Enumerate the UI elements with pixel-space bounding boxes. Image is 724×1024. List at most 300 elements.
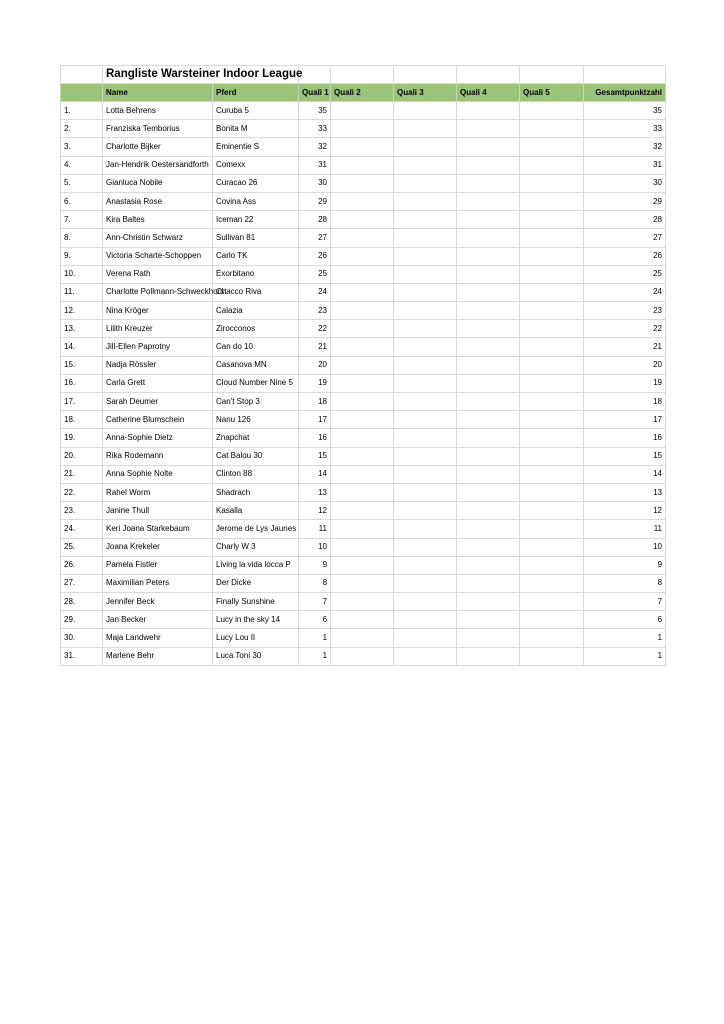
quali-4-score-cell <box>457 302 520 320</box>
horse-name-cell: Carlo TK <box>213 247 299 265</box>
horse-name-cell: Jerome de Lys Jaunes <box>213 520 299 538</box>
rank-cell: 25. <box>61 538 103 556</box>
rider-name-cell: Anna-Sophie Dietz <box>103 429 213 447</box>
header-quali-5: Quali 5 <box>520 84 584 102</box>
table-row <box>61 574 666 592</box>
quali-5-score-cell <box>520 502 584 520</box>
rank-cell: 3. <box>61 138 103 156</box>
horse-name-cell: Bonita M <box>213 120 299 138</box>
rider-name-cell: Anna Sophie Nolte <box>103 465 213 483</box>
rider-name-cell: Pamela Fistler <box>103 556 213 574</box>
table-row <box>61 174 666 192</box>
total-score-cell: 13 <box>584 483 666 501</box>
empty-cell <box>394 66 457 84</box>
rank-cell: 5. <box>61 174 103 192</box>
quali-2-score-cell <box>331 520 394 538</box>
quali-2-score-cell <box>331 611 394 629</box>
table-row <box>61 556 666 574</box>
total-score-cell: 10 <box>584 538 666 556</box>
rank-cell: 8. <box>61 229 103 247</box>
quali-5-score-cell <box>520 520 584 538</box>
title-row <box>61 66 666 84</box>
total-score-cell: 11 <box>584 520 666 538</box>
rider-name-cell: Janine Thull <box>103 502 213 520</box>
quali-5-score-cell <box>520 138 584 156</box>
quali-2-score-cell <box>331 411 394 429</box>
table-row <box>61 211 666 229</box>
table-row <box>61 356 666 374</box>
total-score-cell: 31 <box>584 156 666 174</box>
table-row <box>61 393 666 411</box>
horse-name-cell: Cat Balou 30 <box>213 447 299 465</box>
quali-4-score-cell <box>457 174 520 192</box>
quali-2-score-cell <box>331 502 394 520</box>
empty-cell <box>299 66 331 84</box>
quali-4-score-cell <box>457 502 520 520</box>
total-score-cell: 17 <box>584 411 666 429</box>
table-row <box>61 411 666 429</box>
quali-2-score-cell <box>331 483 394 501</box>
quali-1-score-cell: 1 <box>299 647 331 665</box>
rank-cell: 10. <box>61 265 103 283</box>
quali-5-score-cell <box>520 574 584 592</box>
quali-4-score-cell <box>457 120 520 138</box>
total-score-cell: 23 <box>584 302 666 320</box>
horse-name-cell: Shadrach <box>213 483 299 501</box>
quali-1-score-cell: 14 <box>299 465 331 483</box>
quali-4-score-cell <box>457 393 520 411</box>
quali-1-score-cell: 16 <box>299 429 331 447</box>
quali-4-score-cell <box>457 538 520 556</box>
quali-4-score-cell <box>457 574 520 592</box>
horse-name-cell: Finally Sunshine <box>213 593 299 611</box>
horse-name-cell: Iceman 22 <box>213 211 299 229</box>
quali-4-score-cell <box>457 283 520 301</box>
quali-1-score-cell: 17 <box>299 411 331 429</box>
header-horse: Pferd <box>213 84 299 102</box>
quali-3-score-cell <box>394 211 457 229</box>
quali-5-score-cell <box>520 447 584 465</box>
quali-5-score-cell <box>520 156 584 174</box>
quali-5-score-cell <box>520 356 584 374</box>
quali-1-score-cell: 27 <box>299 229 331 247</box>
quali-1-score-cell: 11 <box>299 520 331 538</box>
quali-3-score-cell <box>394 120 457 138</box>
rank-cell: 15. <box>61 356 103 374</box>
header-total: Gesamtpunktzahl <box>584 84 666 102</box>
quali-3-score-cell <box>394 447 457 465</box>
empty-cell <box>520 66 584 84</box>
empty-cell <box>457 66 520 84</box>
horse-name-cell: Cloud Number Nine 5 <box>213 374 299 392</box>
rank-cell: 20. <box>61 447 103 465</box>
table-row <box>61 283 666 301</box>
rank-cell: 26. <box>61 556 103 574</box>
quali-4-score-cell <box>457 192 520 210</box>
rank-cell: 1. <box>61 102 103 120</box>
horse-name-cell: Lucy Lou II <box>213 629 299 647</box>
quali-2-score-cell <box>331 338 394 356</box>
table-row <box>61 629 666 647</box>
rider-name-cell: Marlene Behr <box>103 647 213 665</box>
quali-5-score-cell <box>520 247 584 265</box>
horse-name-cell: Lucy in the sky 14 <box>213 611 299 629</box>
quali-1-score-cell: 15 <box>299 447 331 465</box>
header-name: Name <box>103 84 213 102</box>
quali-3-score-cell <box>394 429 457 447</box>
quali-2-score-cell <box>331 465 394 483</box>
quali-4-score-cell <box>457 429 520 447</box>
quali-2-score-cell <box>331 429 394 447</box>
quali-4-score-cell <box>457 593 520 611</box>
quali-3-score-cell <box>394 102 457 120</box>
table-row <box>61 502 666 520</box>
quali-2-score-cell <box>331 156 394 174</box>
rank-cell: 13. <box>61 320 103 338</box>
total-score-cell: 16 <box>584 429 666 447</box>
quali-2-score-cell <box>331 192 394 210</box>
table-row <box>61 647 666 665</box>
rider-name-cell: Rahel Worm <box>103 483 213 501</box>
quali-3-score-cell <box>394 556 457 574</box>
total-score-cell: 15 <box>584 447 666 465</box>
quali-5-score-cell <box>520 374 584 392</box>
quali-4-score-cell <box>457 629 520 647</box>
quali-1-score-cell: 30 <box>299 174 331 192</box>
quali-2-score-cell <box>331 320 394 338</box>
rank-cell: 18. <box>61 411 103 429</box>
quali-4-score-cell <box>457 647 520 665</box>
quali-5-score-cell <box>520 647 584 665</box>
horse-name-cell: Curacao 26 <box>213 174 299 192</box>
quali-5-score-cell <box>520 538 584 556</box>
quali-3-score-cell <box>394 174 457 192</box>
quali-1-score-cell: 28 <box>299 211 331 229</box>
quali-1-score-cell: 6 <box>299 611 331 629</box>
total-score-cell: 35 <box>584 102 666 120</box>
total-score-cell: 33 <box>584 120 666 138</box>
total-score-cell: 28 <box>584 211 666 229</box>
table-row <box>61 229 666 247</box>
quali-2-score-cell <box>331 556 394 574</box>
quali-5-score-cell <box>520 229 584 247</box>
quali-3-score-cell <box>394 647 457 665</box>
quali-2-score-cell <box>331 393 394 411</box>
rank-cell: 9. <box>61 247 103 265</box>
quali-5-score-cell <box>520 611 584 629</box>
quali-3-score-cell <box>394 411 457 429</box>
horse-name-cell: Comexx <box>213 156 299 174</box>
quali-5-score-cell <box>520 429 584 447</box>
table-row <box>61 102 666 120</box>
rider-name-cell: Charlotte Bijker <box>103 138 213 156</box>
rider-name-cell: Rika Rodemann <box>103 447 213 465</box>
quali-3-score-cell <box>394 629 457 647</box>
rider-name-cell: Nadja Rössler <box>103 356 213 374</box>
horse-name-cell: Living la vida locca P <box>213 556 299 574</box>
quali-5-score-cell <box>520 302 584 320</box>
empty-cell <box>584 66 666 84</box>
header-quali-4: Quali 4 <box>457 84 520 102</box>
quali-2-score-cell <box>331 211 394 229</box>
quali-5-score-cell <box>520 192 584 210</box>
quali-5-score-cell <box>520 211 584 229</box>
total-score-cell: 18 <box>584 393 666 411</box>
total-score-cell: 9 <box>584 556 666 574</box>
quali-3-score-cell <box>394 502 457 520</box>
horse-name-cell: Clinton 88 <box>213 465 299 483</box>
quali-2-score-cell <box>331 120 394 138</box>
horse-name-cell: Nanu 126 <box>213 411 299 429</box>
rider-name-cell: Catherine Blumschein <box>103 411 213 429</box>
rider-name-cell: Sarah Deumer <box>103 393 213 411</box>
total-score-cell: 6 <box>584 611 666 629</box>
rank-cell: 19. <box>61 429 103 447</box>
total-score-cell: 24 <box>584 283 666 301</box>
table-row <box>61 247 666 265</box>
rider-name-cell: Franziska Temborius <box>103 120 213 138</box>
table-row <box>61 447 666 465</box>
quali-1-score-cell: 12 <box>299 502 331 520</box>
quali-5-score-cell <box>520 283 584 301</box>
quali-1-score-cell: 21 <box>299 338 331 356</box>
quali-3-score-cell <box>394 465 457 483</box>
quali-3-score-cell <box>394 247 457 265</box>
rider-name-cell: Gianluca Nobile <box>103 174 213 192</box>
rank-cell: 12. <box>61 302 103 320</box>
total-score-cell: 19 <box>584 374 666 392</box>
quali-1-score-cell: 19 <box>299 374 331 392</box>
quali-2-score-cell <box>331 229 394 247</box>
quali-1-score-cell: 23 <box>299 302 331 320</box>
total-score-cell: 26 <box>584 247 666 265</box>
rider-name-cell: Verena Rath <box>103 265 213 283</box>
horse-name-cell: Eminentie S <box>213 138 299 156</box>
quali-4-score-cell <box>457 229 520 247</box>
quali-4-score-cell <box>457 156 520 174</box>
quali-2-score-cell <box>331 647 394 665</box>
table-row <box>61 483 666 501</box>
rider-name-cell: Jennifer Beck <box>103 593 213 611</box>
rank-cell: 16. <box>61 374 103 392</box>
rider-name-cell: Keri Joana Starkebaum <box>103 520 213 538</box>
quali-4-score-cell <box>457 138 520 156</box>
rider-name-cell: Joana Krekeler <box>103 538 213 556</box>
table-row <box>61 156 666 174</box>
rank-cell: 30. <box>61 629 103 647</box>
header-quali-3: Quali 3 <box>394 84 457 102</box>
quali-1-score-cell: 35 <box>299 102 331 120</box>
total-score-cell: 21 <box>584 338 666 356</box>
quali-4-score-cell <box>457 447 520 465</box>
table-row <box>61 538 666 556</box>
quali-2-score-cell <box>331 265 394 283</box>
empty-cell <box>331 66 394 84</box>
rider-name-cell: Nina Kröger <box>103 302 213 320</box>
quali-3-score-cell <box>394 483 457 501</box>
quali-1-score-cell: 29 <box>299 192 331 210</box>
table-row <box>61 338 666 356</box>
quali-2-score-cell <box>331 538 394 556</box>
quali-4-score-cell <box>457 320 520 338</box>
quali-2-score-cell <box>331 102 394 120</box>
rider-name-cell: Lilith Kreuzer <box>103 320 213 338</box>
quali-4-score-cell <box>457 465 520 483</box>
quali-3-score-cell <box>394 393 457 411</box>
quali-1-score-cell: 26 <box>299 247 331 265</box>
quali-4-score-cell <box>457 247 520 265</box>
total-score-cell: 1 <box>584 647 666 665</box>
table-row <box>61 374 666 392</box>
ranking-table <box>60 65 666 666</box>
header-quali-2: Quali 2 <box>331 84 394 102</box>
quali-2-score-cell <box>331 356 394 374</box>
quali-3-score-cell <box>394 229 457 247</box>
quali-2-score-cell <box>331 593 394 611</box>
horse-name-cell: Kasalla <box>213 502 299 520</box>
quali-1-score-cell: 13 <box>299 483 331 501</box>
quali-4-score-cell <box>457 356 520 374</box>
table-row <box>61 593 666 611</box>
quali-2-score-cell <box>331 574 394 592</box>
title-spacer-cell <box>61 66 103 84</box>
quali-1-score-cell: 8 <box>299 574 331 592</box>
quali-1-score-cell: 22 <box>299 320 331 338</box>
quali-3-score-cell <box>394 374 457 392</box>
horse-name-cell: Zirocconos <box>213 320 299 338</box>
rank-cell: 31. <box>61 647 103 665</box>
rider-name-cell: Kira Baltes <box>103 211 213 229</box>
total-score-cell: 12 <box>584 502 666 520</box>
quali-1-score-cell: 24 <box>299 283 331 301</box>
quali-5-score-cell <box>520 393 584 411</box>
quali-4-score-cell <box>457 611 520 629</box>
horse-name-cell: Charly W 3 <box>213 538 299 556</box>
quali-3-score-cell <box>394 356 457 374</box>
quali-4-score-cell <box>457 556 520 574</box>
rider-name-cell: Maximilian Peters <box>103 574 213 592</box>
total-score-cell: 20 <box>584 356 666 374</box>
quali-2-score-cell <box>331 447 394 465</box>
horse-name-cell: Casanova MN <box>213 356 299 374</box>
quali-1-score-cell: 20 <box>299 356 331 374</box>
horse-name-cell: Der Dicke <box>213 574 299 592</box>
table-row <box>61 520 666 538</box>
quali-1-score-cell: 18 <box>299 393 331 411</box>
total-score-cell: 25 <box>584 265 666 283</box>
quali-5-score-cell <box>520 102 584 120</box>
table-row <box>61 265 666 283</box>
table-row <box>61 138 666 156</box>
rank-cell: 21. <box>61 465 103 483</box>
rider-name-cell: Victoria Scharte-Schoppen <box>103 247 213 265</box>
header-rank-cell <box>61 84 103 102</box>
quali-5-score-cell <box>520 265 584 283</box>
table-row <box>61 429 666 447</box>
quali-2-score-cell <box>331 247 394 265</box>
rank-cell: 7. <box>61 211 103 229</box>
quali-1-score-cell: 25 <box>299 265 331 283</box>
rank-cell: 22. <box>61 483 103 501</box>
table-row <box>61 611 666 629</box>
rank-cell: 29. <box>61 611 103 629</box>
quali-3-score-cell <box>394 265 457 283</box>
horse-name-cell: Znapchat <box>213 429 299 447</box>
quali-2-score-cell <box>331 138 394 156</box>
quali-5-score-cell <box>520 629 584 647</box>
total-score-cell: 29 <box>584 192 666 210</box>
quali-5-score-cell <box>520 320 584 338</box>
horse-name-cell: Curuba 5 <box>213 102 299 120</box>
horse-name-cell: Sullivan 81 <box>213 229 299 247</box>
rider-name-cell: Jan Becker <box>103 611 213 629</box>
quali-2-score-cell <box>331 629 394 647</box>
rider-name-cell: Charlotte Pollmann-Schweckhorst <box>103 283 213 301</box>
rider-name-cell: Lotta Behrens <box>103 102 213 120</box>
quali-3-score-cell <box>394 156 457 174</box>
quali-4-score-cell <box>457 102 520 120</box>
table-row <box>61 465 666 483</box>
horse-name-cell: Chacco Riva <box>213 283 299 301</box>
quali-4-score-cell <box>457 338 520 356</box>
quali-5-score-cell <box>520 465 584 483</box>
header-row <box>61 84 666 102</box>
quali-5-score-cell <box>520 556 584 574</box>
total-score-cell: 32 <box>584 138 666 156</box>
quali-4-score-cell <box>457 374 520 392</box>
table-row <box>61 320 666 338</box>
horse-name-cell: Luca Toni 30 <box>213 647 299 665</box>
rank-cell: 23. <box>61 502 103 520</box>
rank-cell: 14. <box>61 338 103 356</box>
total-score-cell: 1 <box>584 629 666 647</box>
rider-name-cell: Anastasia Rose <box>103 192 213 210</box>
quali-1-score-cell: 1 <box>299 629 331 647</box>
horse-name-cell: Covina Ass <box>213 192 299 210</box>
quali-1-score-cell: 31 <box>299 156 331 174</box>
rider-name-cell: Ann-Christin Schwarz <box>103 229 213 247</box>
quali-5-score-cell <box>520 338 584 356</box>
rank-cell: 28. <box>61 593 103 611</box>
total-score-cell: 22 <box>584 320 666 338</box>
quali-3-score-cell <box>394 611 457 629</box>
total-score-cell: 8 <box>584 574 666 592</box>
rider-name-cell: Maja Landwehr <box>103 629 213 647</box>
rank-cell: 2. <box>61 120 103 138</box>
horse-name-cell: Calazia <box>213 302 299 320</box>
horse-name-cell: Exorbitano <box>213 265 299 283</box>
quali-1-score-cell: 7 <box>299 593 331 611</box>
table-row <box>61 302 666 320</box>
quali-1-score-cell: 33 <box>299 120 331 138</box>
table-row <box>61 120 666 138</box>
table-row <box>61 192 666 210</box>
quali-4-score-cell <box>457 411 520 429</box>
quali-5-score-cell <box>520 411 584 429</box>
rider-name-cell: Carla Grett <box>103 374 213 392</box>
quali-3-score-cell <box>394 283 457 301</box>
quali-5-score-cell <box>520 483 584 501</box>
quali-3-score-cell <box>394 520 457 538</box>
sheet-title: Rangliste Warsteiner Indoor League <box>103 66 299 84</box>
rank-cell: 11. <box>61 283 103 301</box>
quali-5-score-cell <box>520 174 584 192</box>
quali-2-score-cell <box>331 283 394 301</box>
quali-5-score-cell <box>520 593 584 611</box>
total-score-cell: 7 <box>584 593 666 611</box>
quali-2-score-cell <box>331 374 394 392</box>
horse-name-cell: Can't Stop 3 <box>213 393 299 411</box>
